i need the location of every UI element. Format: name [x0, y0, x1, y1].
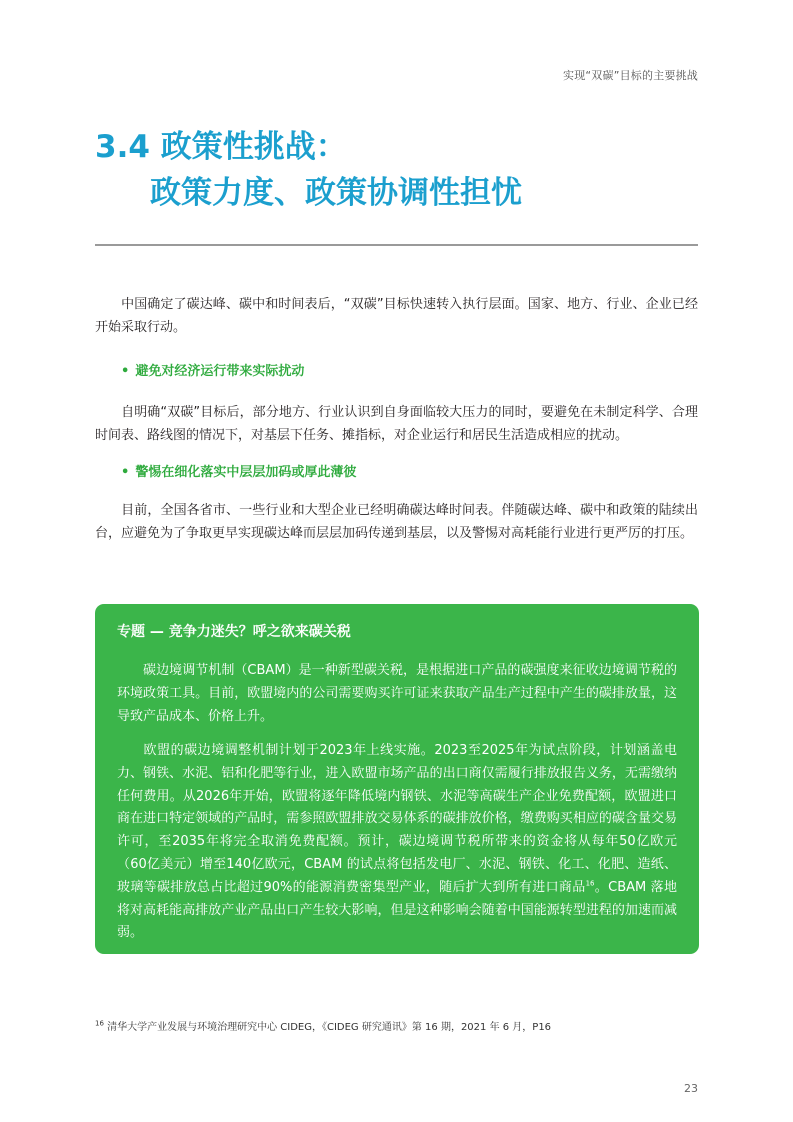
footnote-text: 清华大学产业发展与环境治理研究中心 CIDEG，《CIDEG 研究通讯》第 16 期，2021 年 6 月，P16 — [107, 1022, 552, 1033]
feature-paragraph-2 — [117, 740, 677, 945]
intro-text: 中国确定了碳达峰、碳中和时间表后，“双碳”目标快速转入执行层面。国家、地方、行业、企业已经开始采取行动。 — [95, 297, 698, 335]
title-line-1 — [95, 124, 522, 170]
footnote-reference: 16 — [585, 879, 595, 888]
section-heading-1 — [121, 362, 304, 382]
section-text: 目前，全国各省市、一些行业和大型企业已经明确碳达峰时间表。伴随碳达峰、碳中和政策的陆续出台，应避免为了争取更早实现碳达峰而层层加码传递到基层，以及警惕对高耗能行业进行更严厉的打压。 — [95, 503, 698, 541]
footnote — [95, 1018, 551, 1033]
bullet-icon: • — [121, 465, 130, 480]
section-paragraph-2 — [95, 499, 698, 545]
intro-paragraph — [95, 293, 698, 339]
section-title — [95, 124, 522, 216]
section-heading-2 — [121, 463, 356, 483]
section-heading-text: 避免对经济运行带来实际扰动 — [135, 364, 305, 379]
feature-text-2b: 。CBAM 落地将对高耗能高排放产业产品出口产生较大影响，但是这种影响会随着中国能源转型进程的加速而减弱。 — [117, 879, 677, 941]
section-paragraph-1 — [95, 401, 698, 447]
feature-paragraph-1 — [117, 660, 677, 728]
feature-box — [95, 604, 699, 954]
title-line-2: 政策力度、政策协调性担忧 — [150, 175, 522, 211]
footnote-number: 16 — [95, 1019, 104, 1028]
feature-box-title: 专题 — 竞争力迷失？呼之欲来碳关税 — [117, 624, 351, 640]
feature-text-2a: 欧盟的碳边境调整机制计划于2023年上线实施。2023至2025年为试点阶段，计划涵盖电力、钢铁、水泥、铝和化肥等行业，进入欧盟市场产品的出口商仅需履行排放报告义务，无需缴纳任何费用。从2026年开始，欧盟将逐年降低境内钢铁、水泥等高碳生产企业免费配额，欧盟进口商在进口特定领域的产品时，需参照欧盟排放交易体系的碳排放价格，缴费购买相应的碳含量交易许可，至2035年将完全取消免费配额。预计，碳边境调节税所带来的资金将从每年50亿欧元（60亿美元）增至140亿欧元，CBAM 的试点将包括发电厂、水泥、钢铁、化工、化肥、造纸、玻璃等碳排放总占比超过90%的能源消费密集型产业，随后扩大到所有进口商品 — [117, 743, 677, 895]
page-number: 23 — [684, 1082, 698, 1095]
running-header: 实现“双碳”目标的主要挑战 — [563, 69, 698, 82]
section-heading-text: 警惕在细化落实中层层加码或厚此薄彼 — [135, 465, 357, 480]
title-text-1: 政策性挑战： — [160, 129, 347, 165]
section-text: 自明确“双碳”目标后，部分地方、行业认识到自身面临较大压力的同时，要避免在未制定科学、合理时间表、路线图的情况下，对基层下任务、摊指标，对企业运行和居民生活造成相应的扰动。 — [95, 405, 698, 443]
feature-text-1: 碳边境调节机制（CBAM）是一种新型碳关税，是根据进口产品的碳强度来征收边境调节税的环境政策工具。目前，欧盟境内的公司需要购买许可证来获取产品生产过程中产生的碳排放量，这导致产品成本、价格上升。 — [117, 663, 677, 724]
section-number: 3.4 — [95, 129, 150, 165]
bullet-icon: • — [121, 364, 130, 379]
title-divider — [95, 244, 698, 246]
